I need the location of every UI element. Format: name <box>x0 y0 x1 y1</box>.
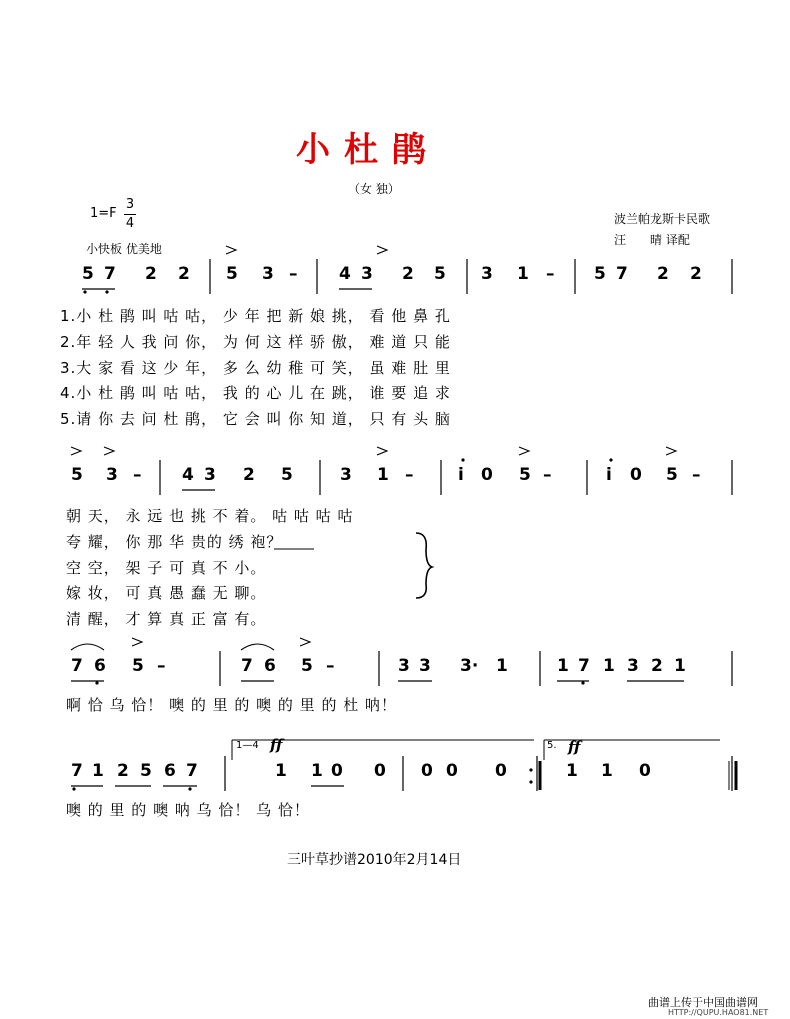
slur <box>71 644 104 650</box>
note-r4-5: 7 <box>186 761 198 781</box>
note-r2-7: 3 <box>340 465 352 485</box>
note-r4-2: 2 <box>117 761 129 781</box>
note-r2-12: 5 <box>519 465 531 485</box>
note-r4-12: 0 <box>495 761 507 781</box>
lyric-r2-v3: 空 空， 架 子 可 真 不 小。 <box>66 559 267 577</box>
watermark-site: 曲谱上传于中国曲谱网 <box>648 996 758 1009</box>
note-r2-9: – <box>405 465 414 485</box>
note-r3-9: 3 <box>419 656 431 676</box>
note-r3-14: 1 <box>603 656 615 676</box>
octave-dot-high <box>609 458 612 461</box>
watermark-url: HTTP://QUPU.HAO81.NET <box>668 1008 769 1017</box>
lyric-r4: 噢 的 里 的 噢 呐 乌 恰！ 乌 恰！ <box>66 801 310 819</box>
note-r3-7: – <box>326 656 335 676</box>
note-r1-16: 2 <box>657 264 669 284</box>
note-r4-6: 1 <box>275 761 287 781</box>
note-r2-6: 5 <box>281 465 293 485</box>
note-r2-11: 0 <box>481 465 493 485</box>
note-r3-3: – <box>157 656 166 676</box>
note-r3-4: 7 <box>241 656 253 676</box>
note-r1-7: 4 <box>339 264 351 284</box>
translator-credit: 汪 晴 译配 <box>614 233 690 247</box>
note-r1-1: 7 <box>104 264 116 284</box>
note-r1-2: 2 <box>145 264 157 284</box>
accent-mark <box>71 447 81 455</box>
repeat-dot <box>529 768 532 771</box>
note-r4-15: 0 <box>639 761 651 781</box>
note-r1-11: 3 <box>481 264 493 284</box>
note-r4-14: 1 <box>601 761 613 781</box>
octave-dot-low <box>188 787 191 790</box>
slur <box>241 644 274 650</box>
lyric-r2-v2: 夸 耀， 你 那 华 贵的 绣 袍？ <box>66 533 283 551</box>
note-r2-16: 5 <box>666 465 678 485</box>
octave-dot-low <box>72 787 75 790</box>
note-r1-13: – <box>546 264 555 284</box>
note-r3-6: 5 <box>301 656 313 676</box>
note-r2-15: 0 <box>630 465 642 485</box>
note-r3-1: 6 <box>94 656 106 676</box>
note-r1-17: 2 <box>690 264 702 284</box>
composer-credit: 波兰帕龙斯卡民歌 <box>614 212 711 226</box>
lyric-r1-v3: 3.大 家 看 这 少 年， 多 么 幼 稚 可 笑， 虽 难 肚 里 <box>60 359 451 377</box>
song-title: 小杜鹃 <box>296 130 440 170</box>
lyric-r3: 啊 恰 乌 恰！ 噢 的 里 的 噢 的 里 的 杜 呐！ <box>66 696 397 714</box>
note-r2-17: – <box>692 465 701 485</box>
lyric-r2-v4: 嫁 妆， 可 真 愚 蠢 无 聊。 <box>66 584 267 602</box>
note-r1-9: 2 <box>402 264 414 284</box>
lyric-r2-v5: 清 醒， 才 算 真 正 富 有。 <box>66 610 267 628</box>
note-r2-5: 2 <box>243 465 255 485</box>
tempo-marking: 小快板 优美地 <box>86 242 162 256</box>
lyric-r1-v4: 4.小 杜 鹃 叫 咕 咕， 我 的 心 儿 在 跳， 谁 要 追 求 <box>60 384 451 402</box>
note-r1-4: 5 <box>226 264 238 284</box>
note-r4-1: 1 <box>92 761 104 781</box>
note-r2-4: 3 <box>204 465 216 485</box>
key-signature: 1=F <box>90 206 117 221</box>
octave-dot-low <box>581 681 584 684</box>
accent-mark <box>519 447 529 455</box>
accent-mark <box>132 638 142 646</box>
note-r1-14: 5 <box>594 264 606 284</box>
note-r1-3: 2 <box>178 264 190 284</box>
note-r2-10: i <box>458 465 464 485</box>
note-r1-10: 5 <box>434 264 446 284</box>
note-r4-9: 0 <box>374 761 386 781</box>
note-r3-11: 1 <box>496 656 508 676</box>
volta-2-label: 5. <box>547 740 557 751</box>
octave-dot-low <box>105 290 108 293</box>
performance-note: （女 独） <box>348 182 400 196</box>
note-r3-2: 5 <box>132 656 144 676</box>
note-r4-4: 6 <box>164 761 176 781</box>
note-r2-1: 3 <box>106 465 118 485</box>
note-r1-8: 3 <box>361 264 373 284</box>
note-r4-7: 1 <box>311 761 323 781</box>
note-r3-10: 3· <box>460 656 479 676</box>
note-r3-15: 3 <box>627 656 639 676</box>
accent-mark <box>226 246 236 254</box>
note-r4-3: 5 <box>140 761 152 781</box>
note-r4-0: 7 <box>71 761 83 781</box>
time-signature-top: 3 <box>125 197 135 212</box>
lyric-r2-v1: 朝 天， 永 远 也 挑 不 着。 咕 咕 咕 咕 <box>66 507 354 525</box>
octave-dot-low <box>83 290 86 293</box>
lyric-r1-v2: 2.年 轻 人 我 问 你， 为 何 这 样 骄 傲， 难 道 只 能 <box>60 333 451 351</box>
note-r3-8: 3 <box>398 656 410 676</box>
accent-mark <box>377 447 387 455</box>
note-r2-2: – <box>133 465 142 485</box>
lyric-r1-v5: 5.请 你 去 问 杜 鹃， 它 会 叫 你 知 道， 只 有 头 脑 <box>60 410 451 428</box>
accent-mark <box>377 246 387 254</box>
volta-1-label: 1—4 <box>236 740 259 751</box>
repeat-dot <box>529 780 532 783</box>
octave-dot-high <box>461 458 464 461</box>
lyric-r1-v1: 1.小 杜 鹃 叫 咕 咕， 少 年 把 新 娘 挑， 看 他 鼻 孔 <box>60 307 451 325</box>
note-r4-10: 0 <box>421 761 433 781</box>
accent-mark <box>300 638 310 646</box>
dynamic-ff-2: ff <box>568 738 581 756</box>
note-r4-8: 0 <box>331 761 343 781</box>
note-r3-12: 1 <box>557 656 569 676</box>
note-r2-3: 4 <box>182 465 194 485</box>
note-r3-17: 1 <box>674 656 686 676</box>
note-r4-11: 0 <box>446 761 458 781</box>
note-r1-5: 3 <box>262 264 274 284</box>
dynamic-ff-1: ff <box>270 736 283 754</box>
note-r2-13: – <box>543 465 552 485</box>
note-r1-0: 5 <box>82 264 94 284</box>
accent-mark <box>666 447 676 455</box>
note-r1-15: 7 <box>616 264 628 284</box>
time-signature-bottom: 4 <box>125 216 135 231</box>
note-r2-0: 5 <box>71 465 83 485</box>
verse-brace <box>416 533 432 598</box>
note-r2-14: i <box>606 465 612 485</box>
accent-mark <box>104 447 114 455</box>
note-r3-5: 6 <box>264 656 276 676</box>
note-r4-13: 1 <box>566 761 578 781</box>
note-r3-13: 7 <box>578 656 590 676</box>
octave-dot-low <box>95 681 98 684</box>
note-r1-6: – <box>289 264 298 284</box>
note-r3-0: 7 <box>71 656 83 676</box>
note-r2-8: 1 <box>377 465 389 485</box>
note-r1-12: 1 <box>517 264 529 284</box>
transcription-note: 三叶草抄谱2010年2月14日 <box>287 852 462 868</box>
note-r3-16: 2 <box>651 656 663 676</box>
